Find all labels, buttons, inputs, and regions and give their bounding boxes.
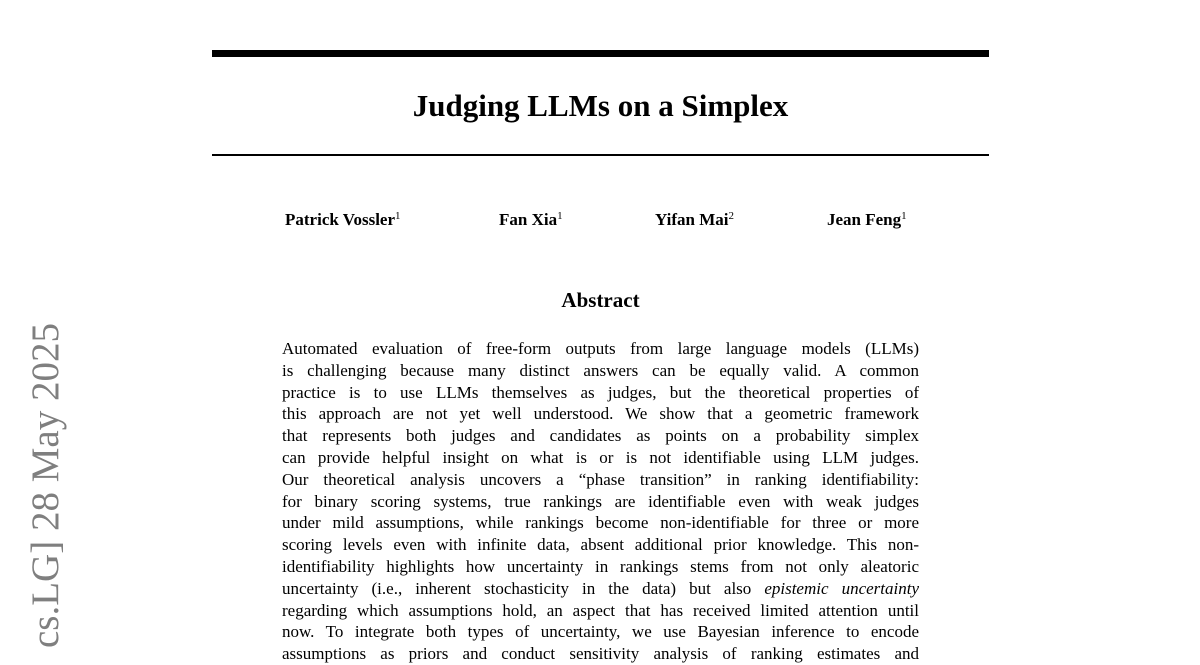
abstract-line: this approach are not yet well understood. We show that a geometric framework xyxy=(282,404,919,424)
author xyxy=(499,207,563,233)
author xyxy=(655,207,734,233)
abstract-line: Our theoretical analysis uncovers a “phase transition” in ranking identifiability: xyxy=(282,469,919,489)
abstract-line-text: uncertainty (i.e., inherent stochasticity in the data) but also xyxy=(282,578,765,598)
title-bottom-rule xyxy=(212,154,989,156)
author-name: Yifan Mai xyxy=(655,210,729,229)
abstract-line xyxy=(282,578,919,600)
abstract-line: that represents both judges and candidates as points on a probability simplex xyxy=(282,426,919,446)
author-name: Fan Xia xyxy=(499,210,558,229)
title-top-rule xyxy=(212,50,989,57)
abstract-heading: Abstract xyxy=(561,288,640,312)
author xyxy=(285,207,401,233)
author-affiliation: 2 xyxy=(728,210,735,222)
author-name: Jean Feng xyxy=(827,210,902,229)
author xyxy=(827,207,907,233)
abstract-line: practice is to use LLMs themselves as judges, but the theoretical properties of xyxy=(282,382,919,402)
abstract-body xyxy=(282,338,919,665)
abstract-line: assumptions as priors and conduct sensitivity analysis of ranking estimates and xyxy=(282,644,919,664)
abstract-line: scoring levels even with infinite data, absent additional prior knowledge. This non- xyxy=(282,535,919,555)
abstract-line: now. To integrate both types of uncertainty, we use Bayesian inference to encode xyxy=(282,622,919,642)
abstract-line: is challenging because many distinct answers can be equally valid. A common xyxy=(282,360,919,380)
arxiv-identifier-stamp: cs.LG] 28 May 2025 xyxy=(24,323,67,648)
abstract-line: for binary scoring systems, true rankings are identifiable even with weak judges xyxy=(282,491,919,511)
paper-title: Judging LLMs on a Simplex xyxy=(412,88,789,123)
abstract-line: can provide helpful insight on what is or is not identifiable using LLM judges. xyxy=(282,447,919,467)
abstract-line: Automated evaluation of free-form outputs from large language models (LLMs) xyxy=(282,339,919,358)
author-list xyxy=(0,207,1200,233)
author-name: Patrick Vossler xyxy=(285,210,396,229)
abstract-emphasis: epistemic uncertainty xyxy=(764,578,919,598)
abstract-line: under mild assumptions, while rankings become non-identifiable for three or more xyxy=(282,513,919,533)
author-affiliation: 1 xyxy=(395,210,401,222)
abstract-line: identifiability highlights how uncertainty in rankings stems from not only aleatoric xyxy=(282,556,919,576)
author-affiliation: 1 xyxy=(557,210,563,222)
author-affiliation: 1 xyxy=(901,210,907,222)
abstract-line: regarding which assumptions hold, an aspect that has received limited attention until xyxy=(282,600,919,620)
